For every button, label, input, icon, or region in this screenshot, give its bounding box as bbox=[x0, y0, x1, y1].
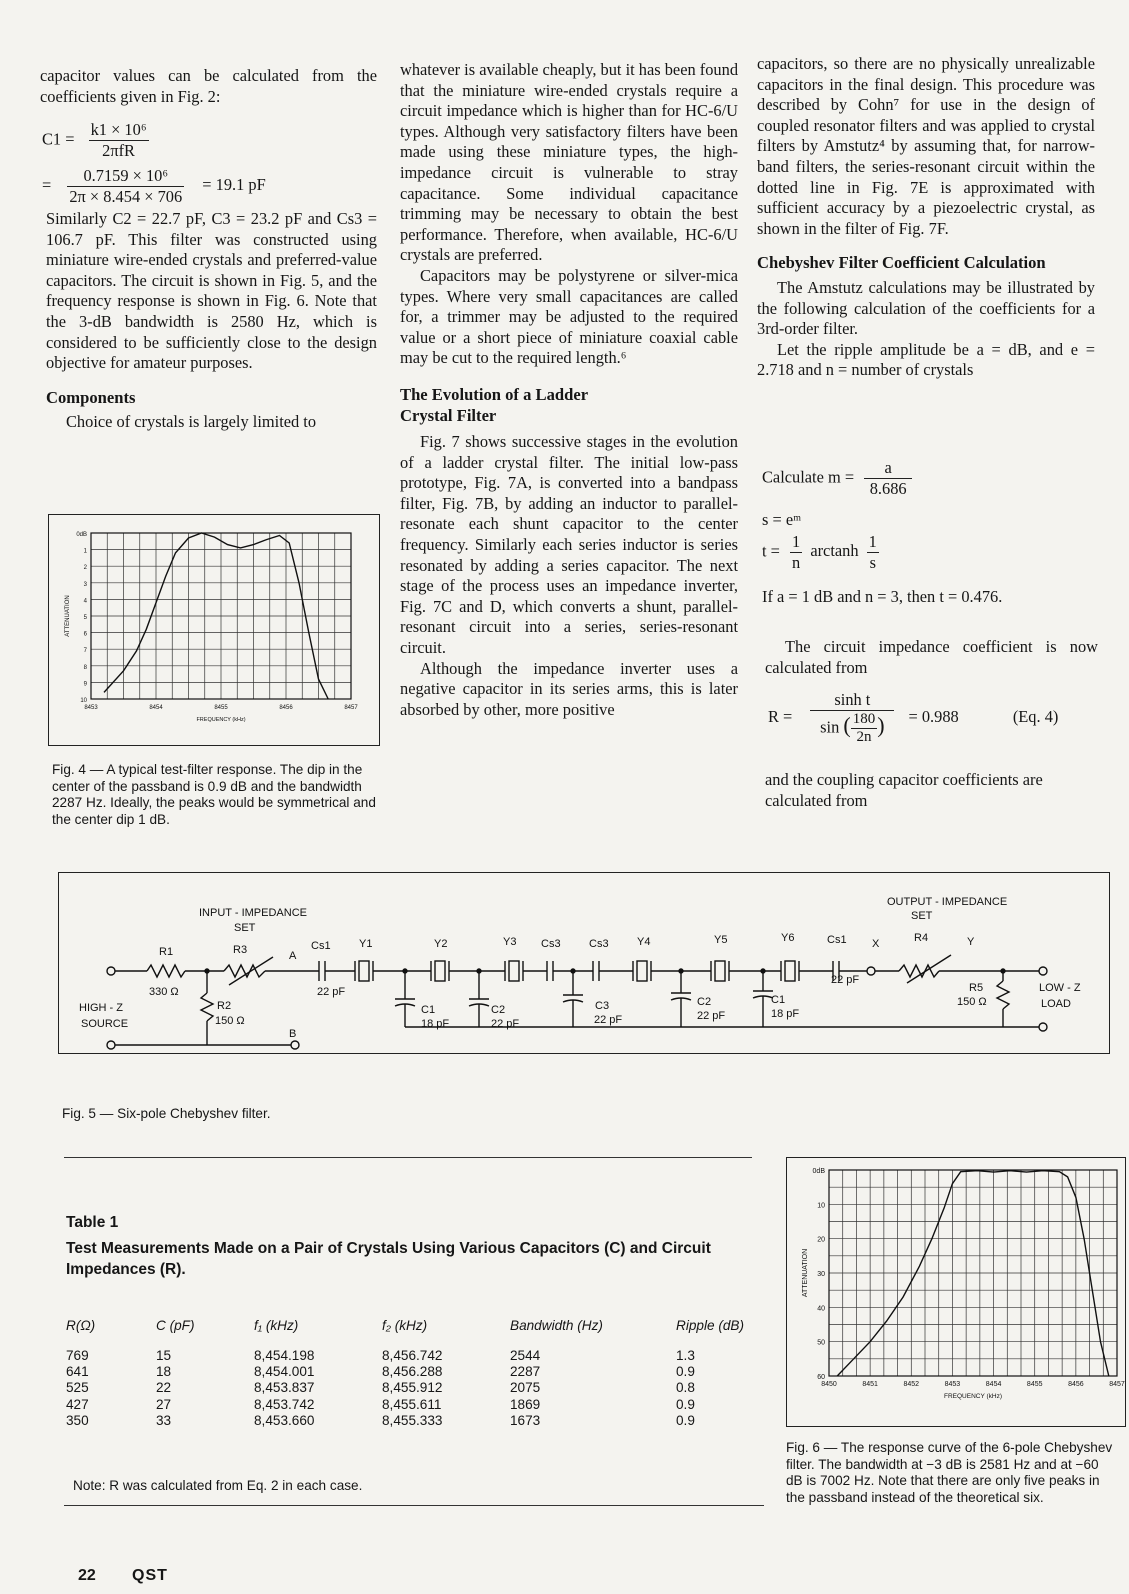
y-tick-label: 0dB bbox=[812, 1168, 825, 1175]
table-row: 350 33 8,453.660 8,455.333 1673 0.9 bbox=[66, 1412, 695, 1428]
x-tick-label: 8454 bbox=[985, 1381, 1002, 1388]
fig6-chart bbox=[787, 1158, 1125, 1426]
svg-text:22 pF: 22 pF bbox=[317, 986, 346, 998]
table1-note: Note: R was calculated from Eq. 2 in each case. bbox=[73, 1478, 363, 1493]
svg-text:22 pF: 22 pF bbox=[491, 1018, 520, 1030]
x-tick-label: 8456 bbox=[279, 705, 293, 711]
y-tick-label: 20 bbox=[817, 1236, 825, 1244]
column-3 bbox=[757, 54, 1095, 381]
table1-label: Table 1 bbox=[66, 1214, 119, 1231]
svg-text:R1: R1 bbox=[159, 946, 174, 958]
fig5-schematic bbox=[58, 872, 1110, 1054]
svg-text:B: B bbox=[289, 1028, 297, 1040]
section-heading-evolution: The Evolution of a Ladder Crystal Filter bbox=[400, 384, 588, 425]
col2-para4: Although the impedance inverter uses a negative capacitor in its series arms, this is later absorbed by other, more positive bbox=[400, 658, 738, 719]
y-tick-label: 7 bbox=[83, 648, 87, 655]
x-axis-label: FREQUENCY (kHz) bbox=[196, 717, 246, 723]
svg-text:Y: Y bbox=[967, 936, 975, 948]
y-tick-label: 9 bbox=[83, 681, 87, 688]
equation-c1-value: = $\frac{\text{0.7159 × 10⁶}}{2\pi \times 8.454 \times 706}$ = 19.1 pF bbox=[42, 166, 266, 206]
table-row: 769 15 8,454.198 8,456.742 2544 1.3 bbox=[66, 1348, 695, 1363]
equation-r: R = sinh t sin ( $\frac{180}{2n}$ ) = 0.988 (Eq. 4) bbox=[768, 690, 1059, 745]
fig6-caption: Fig. 6 — The response curve of the 6-pole Chebyshev filter. The bandwidth at −3 dB is 2581 Hz and at −60 dB is 7002 Hz. Note that there are only five peaks in the passband instead of the theoretical six. bbox=[786, 1440, 1113, 1505]
y-tick-label: 40 bbox=[817, 1305, 825, 1313]
fig5-output-label: OUTPUT - IMPEDANCE bbox=[887, 896, 1008, 908]
table-header: R(Ω) bbox=[66, 1318, 96, 1333]
page-number: 22 bbox=[78, 1567, 96, 1584]
svg-text:Y4: Y4 bbox=[637, 936, 651, 948]
svg-text:R2: R2 bbox=[217, 1000, 232, 1012]
x-tick-label: 8455 bbox=[214, 705, 228, 711]
svg-text:18 pF: 18 pF bbox=[771, 1008, 800, 1020]
x-tick-label: 8453 bbox=[944, 1381, 961, 1388]
x-tick-label: 8457 bbox=[344, 705, 358, 711]
fig5-load-label: LOW - Z bbox=[1039, 982, 1081, 994]
equation-s: s = eᵐ bbox=[762, 510, 802, 529]
x-tick-label: 8450 bbox=[821, 1381, 837, 1388]
svg-text:R5: R5 bbox=[969, 982, 984, 994]
svg-text:330 Ω: 330 Ω bbox=[149, 986, 179, 998]
svg-text:22 pF: 22 pF bbox=[594, 1014, 623, 1026]
svg-text:Cs3: Cs3 bbox=[589, 938, 609, 950]
equation-c1: C1 = $\frac{\text{k1 × 10⁶}}{\text{2πfR}}$ bbox=[42, 120, 147, 160]
svg-text:22 pF: 22 pF bbox=[831, 974, 860, 986]
col3-para3: Let the ripple amplitude be a = dB, and e = 2.718 and n = number of crystals bbox=[757, 339, 1095, 380]
svg-text:22 pF: 22 pF bbox=[697, 1010, 726, 1022]
column-1-body bbox=[46, 209, 377, 433]
y-tick-label: 5 bbox=[83, 615, 87, 621]
svg-text:R3: R3 bbox=[233, 944, 248, 956]
svg-text:Y6: Y6 bbox=[781, 932, 795, 944]
section-heading-components: Components bbox=[46, 387, 136, 407]
svg-text:150 Ω: 150 Ω bbox=[957, 996, 987, 1008]
col3-para2: The Amstutz calculations may be illustrated by the following calculation of the coefficients for a 3rd-order filter. bbox=[757, 277, 1095, 339]
svg-text:Y2: Y2 bbox=[434, 938, 448, 950]
fig5-caption: Fig. 5 — Six-pole Chebyshev filter. bbox=[62, 1106, 271, 1121]
table-header: C (pF) bbox=[156, 1318, 195, 1333]
equation-m: Calculate m = $\frac{a}{8.686}$ bbox=[762, 458, 912, 499]
svg-text:A: A bbox=[289, 950, 297, 962]
svg-text:X: X bbox=[872, 938, 880, 950]
svg-text:SET: SET bbox=[911, 910, 933, 922]
divider-top bbox=[64, 1157, 752, 1158]
y-tick-label: 8 bbox=[83, 664, 87, 671]
magazine-logo: QST bbox=[132, 1567, 168, 1584]
table-row: 525 22 8,453.837 8,455.912 2075 0.8 bbox=[66, 1380, 695, 1396]
fig4-box bbox=[48, 514, 380, 746]
svg-text:150 Ω: 150 Ω bbox=[215, 1015, 245, 1027]
y-tick-label: 6 bbox=[83, 631, 87, 638]
svg-text:C2: C2 bbox=[491, 1004, 506, 1016]
table-row: 427 27 8,453.742 8,455.611 1869 0.9 bbox=[66, 1396, 695, 1412]
table-header: Bandwidth (Hz) bbox=[510, 1318, 603, 1333]
y-tick-label: 50 bbox=[817, 1339, 825, 1347]
table-header: Ripple (dB) bbox=[676, 1318, 744, 1333]
y-tick-label: 10 bbox=[817, 1202, 825, 1210]
y-tick-label: 1 bbox=[83, 548, 87, 555]
col3-para5: and the coupling capacitor coefficients are calculated from bbox=[765, 770, 1043, 810]
table-header: f₁ (kHz) bbox=[254, 1318, 299, 1333]
svg-text:Y1: Y1 bbox=[359, 938, 373, 950]
column-1 bbox=[40, 66, 377, 107]
fig5-source-label: HIGH - Z bbox=[79, 1002, 123, 1014]
col1-intro: capacitor values can be calculated from the coefficients given in Fig. 2: bbox=[40, 66, 377, 106]
col2-para2: Capacitors may be polystyrene or silver-mica types. Where very small capacitances are called for, a trimmer may be adjusted to the required value or a short piece of miniature coaxial cable may be cut to the required length.⁶ bbox=[400, 265, 738, 368]
col3-para4: The circuit impedance coefficient is now calculated from bbox=[765, 637, 1098, 677]
y-tick-label: 60 bbox=[817, 1374, 825, 1381]
svg-text:SOURCE: SOURCE bbox=[81, 1018, 129, 1030]
x-tick-label: 8455 bbox=[1026, 1381, 1043, 1388]
svg-text:C3: C3 bbox=[595, 1000, 610, 1012]
col3-para1: capacitors, so there are no physically unrealizable capacitors in the final design. This procedure was described by Cohn⁷ for use in the design of coupled resonator filters and was applied to crystal filters by Amstutz⁴ by assuming that, for narrow-band filters, the series-resonant circuit within the dotted line in Fig. 7E is approximated with sufficient accuracy by a piezoelectric crystal, as shown in the filter of Fig. 7F. bbox=[757, 54, 1095, 238]
x-axis-label: FREQUENCY (kHz) bbox=[943, 1393, 1003, 1400]
divider-bottom bbox=[64, 1505, 764, 1506]
y-tick-label: 4 bbox=[83, 598, 87, 605]
fig6-box bbox=[786, 1157, 1126, 1427]
x-tick-label: 8453 bbox=[84, 705, 98, 711]
fig5-input-label: INPUT - IMPEDANCE bbox=[199, 907, 307, 919]
y-tick-label: 3 bbox=[83, 581, 87, 588]
x-tick-label: 8454 bbox=[149, 705, 163, 711]
y-tick-label: 2 bbox=[83, 565, 87, 572]
svg-text:Y3: Y3 bbox=[503, 936, 517, 948]
fig4-chart bbox=[49, 515, 379, 745]
fig4-caption: Fig. 4 — A typical test-filter response. The dip in the center of the passband is 0.9 dB and the bandwidth 2287 Hz. Ideally, the peaks would be symmetrical and the center dip 1 dB. bbox=[52, 762, 376, 827]
y-tick-label: 0dB bbox=[76, 532, 87, 538]
svg-text:LOAD: LOAD bbox=[1041, 998, 1071, 1010]
table1-title: Test Measurements Made on a Pair of Crystals Using Various Capacitors (C) and Circuit Impedances (R). bbox=[66, 1240, 711, 1278]
col2-para3: Fig. 7 shows successive stages in the evolution of a ladder crystal filter. The initial low-pass prototype, Fig. 7A, is converted into a bandpass filter, Fig. 7B, by adding an inductor to parallel-resonate each shunt capacitor to the center frequency. Similarly each series inductor is series resonated by adding a series capacitor. The next stage of the process uses an impedance inverter, Fig. 7C and D, which converts a shunt, parallel-resonant circuit into a series, series-resonant circuit. bbox=[400, 432, 738, 658]
svg-text:C1: C1 bbox=[771, 994, 786, 1006]
col1-para1: Similarly C2 = 22.7 pF, C3 = 23.2 pF and Cs3 = 106.7 pF. This filter was constructed using miniature wire-ended crystals and preferred-value capacitors. The circuit is shown in Fig. 5, and the frequency response is shown in Fig. 6. Note that the 3-dB bandwidth is 2580 Hz, which is considered to be sufficiently close to the design objective for amateur purposes. bbox=[46, 209, 377, 373]
svg-text:R4: R4 bbox=[914, 932, 929, 944]
x-tick-label: 8457 bbox=[1109, 1381, 1125, 1388]
column-2 bbox=[400, 60, 738, 720]
svg-text:C2: C2 bbox=[697, 996, 712, 1008]
col1-para2: Choice of crystals is largely limited to bbox=[66, 412, 317, 432]
x-tick-label: 8456 bbox=[1068, 1381, 1084, 1388]
section-heading-chebyshev: Chebyshev Filter Coefficient Calculation bbox=[757, 253, 1046, 273]
svg-text:C1: C1 bbox=[421, 1004, 436, 1016]
y-tick-label: 10 bbox=[80, 698, 87, 704]
equation-t: t = $\frac{1}{n}$ arctanh $\frac{1}{s}$ bbox=[762, 532, 877, 572]
y-axis-label: ATTENUATION bbox=[802, 1248, 809, 1298]
fig5-circuit bbox=[59, 873, 1109, 1053]
table-header: f₂ (kHz) bbox=[382, 1318, 428, 1333]
table1 bbox=[66, 1318, 766, 1429]
svg-text:Cs1: Cs1 bbox=[311, 940, 331, 952]
svg-text:Cs3: Cs3 bbox=[541, 938, 561, 950]
equation-if: If a = 1 dB and n = 3, then t = 0.476. bbox=[762, 587, 1003, 606]
col2-para1: whatever is available cheaply, but it has been found that the miniature wire-ended crystals require a circuit impedance which is higher than for HC-6/U types. Although very satisfactory filters have been made using these miniature types, the high-impedance circuit is vulnerable to stray capacitance. Some individual capacitance trimming may be necessary to obtain the best performance. Therefore, when available, HC-6/U crystals are preferred. bbox=[400, 60, 739, 265]
svg-text:Cs1: Cs1 bbox=[827, 934, 847, 946]
svg-text:SET: SET bbox=[234, 922, 256, 934]
y-axis-label: ATTENUATION bbox=[65, 595, 71, 637]
y-tick-label: 30 bbox=[817, 1271, 825, 1278]
x-tick-label: 8451 bbox=[862, 1381, 878, 1388]
x-tick-label: 8452 bbox=[903, 1381, 920, 1388]
svg-text:Y5: Y5 bbox=[714, 934, 728, 946]
svg-text:18 pF: 18 pF bbox=[421, 1018, 450, 1030]
table-row: 641 18 8,454.001 8,456.288 2287 0.9 bbox=[66, 1364, 695, 1380]
